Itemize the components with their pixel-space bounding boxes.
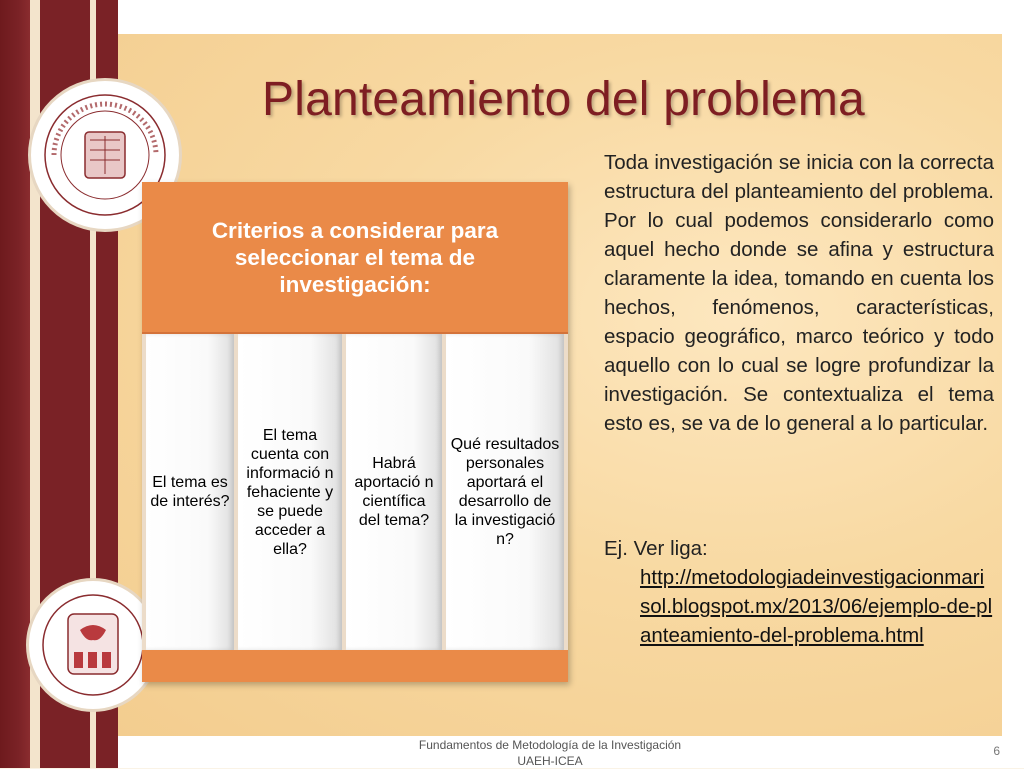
diagram-header-text: Criterios a considerar para seleccionar el tema de investigación: <box>211 217 499 297</box>
criterion-text: El tema cuenta con informació n fehaciente y se puede acceder a ella? <box>246 426 334 558</box>
diagram-header <box>142 182 568 334</box>
criterion-text: Qué resultados personales aportará el desarrollo de la investigació n? <box>450 436 560 548</box>
example-link[interactable]: http://metodologiadeinvestigacionmarisol.blogspot.mx/2013/06/ejemplo-de-planteamiento-del-problema.html <box>640 566 993 647</box>
top-strip <box>118 0 1024 34</box>
criterion-box <box>146 334 234 650</box>
footer-course: Fundamentos de Metodología de la Investigación <box>418 738 682 752</box>
footer-institution: UAEH-ICEA <box>517 754 583 768</box>
diagram-footer <box>142 650 568 682</box>
criterion-text: El tema es de interés? <box>150 474 230 510</box>
criterion-text: Habrá aportació n científica del tema? <box>354 455 434 529</box>
example-label: Ej. Ver liga: <box>604 537 708 560</box>
right-edge <box>1002 0 1024 768</box>
criteria-diagram <box>142 182 568 682</box>
body-paragraph: Toda investigación se inicia con la correcta estructura del planteamiento del problema. Por lo cual podemos considerarlo como aquel hecho donde se afina y estructura claramente la idea, tomando en cuenta los hechos, fenómenos, características, espacio geográfico, marco teórico y todo aquello con lo cual se logre profundizar la investigación. Se contextualiza el tema esto es, se va de lo general a lo particular. <box>604 151 994 435</box>
criterion-box <box>238 334 342 650</box>
criterion-box <box>346 334 442 650</box>
slide-title: Planteamiento del problema <box>262 73 865 126</box>
page-number: 6 <box>993 744 1000 758</box>
slide-footer <box>360 737 740 769</box>
icea-seal-icon <box>26 578 160 712</box>
criterion-box <box>446 334 564 650</box>
